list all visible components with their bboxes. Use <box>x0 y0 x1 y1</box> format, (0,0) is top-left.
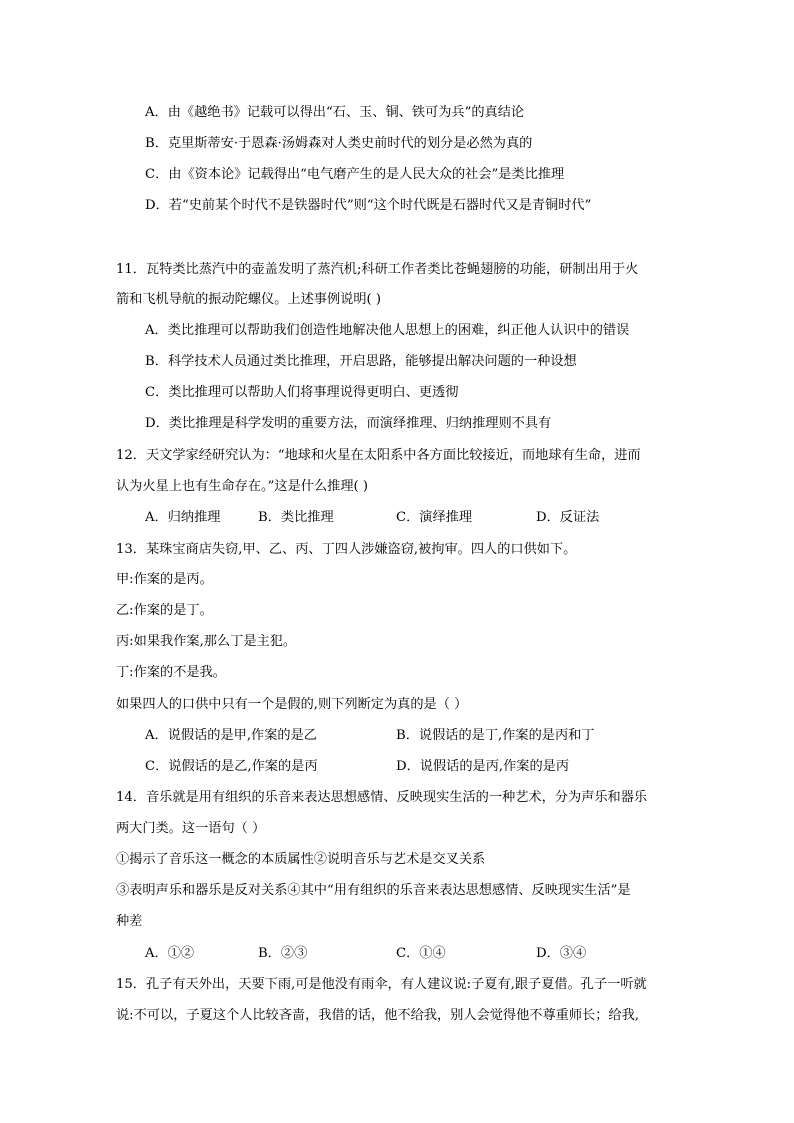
q11-stem-line1: 11．瓦特类比蒸汽中的壶盖发明了蒸汽机;科研工作者类比苍蝇翅膀的功能，研制出用于火 <box>116 262 639 277</box>
q13-option-b: B．说假话的是丁,作案的是丙和丁 <box>396 728 595 743</box>
q13-option-a: A．说假话的是甲,作案的是乙 <box>145 728 317 743</box>
q13-statement-ding: 丁:作案的不是我。 <box>116 665 226 680</box>
q14-items-line1: ①揭示了音乐这一概念的本质属性②说明音乐与艺术是交叉关系 <box>116 852 486 867</box>
q10-option-a: A．由《越绝书》记载可以得出“石、玉、铜、铁可为兵”的真结论 <box>145 105 525 120</box>
q14-option-c: C．①④ <box>396 946 446 961</box>
q13-option-d: D．说假话的是丙,作案的是丙 <box>396 759 570 774</box>
q11-option-b: B．科学技术人员通过类比推理，开启思路，能够提出解决问题的一种设想 <box>145 354 577 369</box>
q14-option-a: A．①② <box>145 946 195 961</box>
q12-option-a: A．归纳推理 <box>145 510 221 525</box>
q15-stem-line2: 说:不可以，子夏这个人比较吝啬，我借的话，他不给我，别人会觉得他不尊重师长；给我, <box>116 1008 639 1023</box>
q13-statement-jia: 甲:作案的是丙。 <box>116 572 213 587</box>
q11-option-a: A．类比推理可以帮助我们创造性地解决他人思想上的困难，纠正他人认识中的错误 <box>145 323 630 338</box>
q11-option-d: D．类比推理是科学发明的重要方法，而演绎推理、归纳推理则不具有 <box>145 416 552 431</box>
q12-option-d: D．反证法 <box>536 510 600 525</box>
q10-option-d: D．若“史前某个时代不是铁器时代”则“这个时代既是石器时代又是青铜时代” <box>145 198 592 213</box>
q12-option-b: B．类比推理 <box>258 510 334 525</box>
q11-stem-line2: 箭和飞机导航的振动陀螺仪。上述事例说明( ) <box>116 292 382 307</box>
q13-option-c: C．说假话的是乙,作案的是丙 <box>145 759 318 774</box>
q14-items-line2: ③表明声乐和器乐是反对关系④其中“用有组织的乐音来表达思想感情、反映现实生活”是 <box>116 883 631 898</box>
q13-statement-bing: 丙:如果我作案,那么丁是主犯。 <box>116 634 297 649</box>
q14-stem-line1: 14．音乐就是用有组织的乐音来表达思想感情、反映现实生活的一种艺术，分为声乐和器乐 <box>116 790 648 805</box>
q13-stem: 13．某珠宝商店失窃,甲、乙、丙、丁四人涉嫌盗窃,被拘审。四人的口供如下。 <box>116 542 577 557</box>
q14-stem-line2: 两大门类。这一语句（ ） <box>116 821 266 836</box>
q10-option-c: C．由《资本论》记载得出“电气磨产生的是人民大众的社会”是类比推理 <box>145 167 565 182</box>
q15-stem-line1: 15．孔子有天外出，天要下雨,可是他没有雨伞，有人建议说:子夏有,跟子夏借。孔子一听就 <box>116 977 647 992</box>
q12-stem-line2: 认为火星上也有生命存在。”这是什么推理( ) <box>116 479 368 494</box>
q13-statement-yi: 乙:作案的是丁。 <box>116 603 213 618</box>
q14-option-b: B．②③ <box>258 946 308 961</box>
q14-option-d: D．③④ <box>536 946 587 961</box>
q12-option-c: C．演绎推理 <box>396 510 473 525</box>
q12-stem-line1: 12．天文学家经研究认为：“地球和火星在太阳系中各方面比较接近，而地球有生命，进而 <box>116 448 641 463</box>
q14-items-line3: 种差 <box>116 914 143 929</box>
q11-option-c: C．类比推理可以帮助人们将事理说得更明白、更透彻 <box>145 385 459 400</box>
q10-option-b: B．克里斯蒂安·于恩森·汤姆森对人类史前时代的划分是必然为真的 <box>145 136 533 151</box>
q13-question: 如果四人的口供中只有一个是假的,则下列断定为真的是（ ） <box>116 697 468 712</box>
